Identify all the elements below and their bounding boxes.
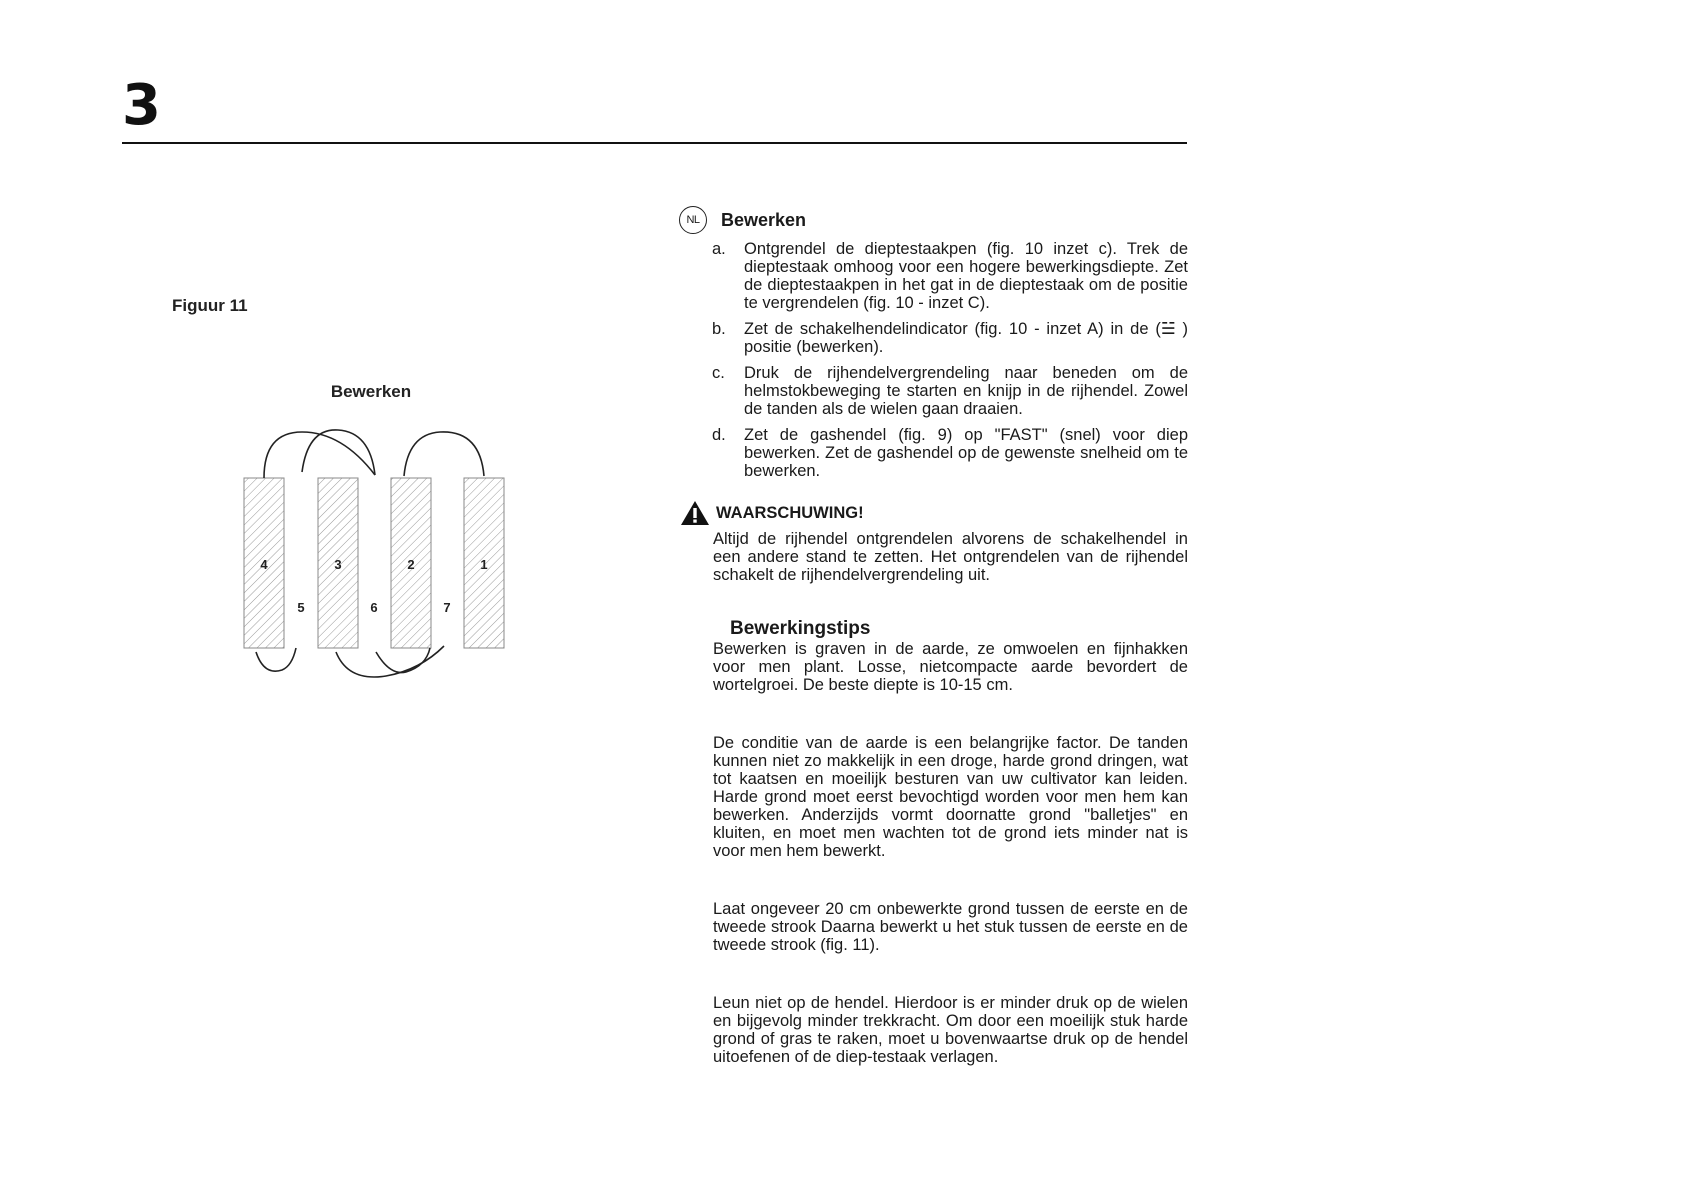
warning-title: WAARSCHUWING! bbox=[716, 504, 864, 522]
gap-label: 6 bbox=[370, 600, 378, 615]
header-rule bbox=[122, 142, 1187, 144]
tips-title: Bewerkingstips bbox=[730, 618, 871, 639]
strip-label: 1 bbox=[480, 557, 488, 572]
tips-paragraph: Laat ongeveer 20 cm onbewerkte grond tussen de eerste en de tweede strook Daarna bewerkt u het stuk tussen de eerste en de tweede strook (fig. 11). bbox=[713, 900, 1188, 954]
turn-arc-bottom-a bbox=[256, 648, 296, 671]
steps-list bbox=[680, 240, 1188, 480]
step-text: Druk de rijhendelvergrendeling naar beneden om de helmstokbeweging te starten en knijp in de rijhendel. Zowel de tanden als de wielen gaan draaien. bbox=[744, 364, 1188, 418]
figure-label: Figuur 11 bbox=[172, 296, 248, 315]
tips-paragraph: Leun niet op de hendel. Hierdoor is er minder druk op de wielen en bijgevolg minder trekkracht. Om door een moeilijk stuk harde grond of gras te raken, moet u bovenwaartse druk op de hendel uitoefenen of de diep-testaak verlagen. bbox=[713, 994, 1188, 1066]
step-letter: d. bbox=[712, 426, 726, 444]
language-badge: NL bbox=[679, 206, 707, 234]
section-heading bbox=[679, 206, 1188, 234]
gap-label: 7 bbox=[443, 600, 451, 615]
list-item bbox=[680, 364, 1188, 418]
list-item bbox=[680, 320, 1188, 356]
chapter-number: 3 bbox=[122, 73, 161, 138]
gap-label: 5 bbox=[297, 600, 305, 615]
section-title: Bewerken bbox=[721, 210, 807, 230]
turn-arc-bottom-b bbox=[336, 646, 444, 677]
step-letter: b. bbox=[712, 320, 726, 338]
turn-arc-bottom-c bbox=[376, 648, 430, 673]
strip-label: 2 bbox=[407, 557, 415, 572]
turn-arc-top-c bbox=[404, 432, 484, 476]
step-text: Ontgrendel de dieptestaakpen (fig. 10 inzet c). Trek de dieptestaak omhoog voor een hogere bewerkingsdiepte. Zet de dieptestaakpen in het gat in de dieptestaak om de positie te vergrendelen (fig. 10 - inzet C). bbox=[744, 240, 1188, 312]
step-letter: a. bbox=[712, 240, 726, 258]
list-item bbox=[680, 426, 1188, 480]
step-letter: c. bbox=[712, 364, 725, 382]
step-text: Zet de gashendel (fig. 9) op "FAST" (snel) voor diep bewerken. Zet de gashendel op de gewenste snelheid om te bewerken. bbox=[744, 426, 1188, 480]
instructions-column bbox=[680, 206, 1188, 1066]
strip-label: 4 bbox=[260, 557, 268, 572]
tilling-pattern-diagram bbox=[230, 420, 520, 680]
tips-paragraph: De conditie van de aarde is een belangrijke factor. De tanden kunnen niet zo makkelijk in een droge, harde grond dringen, wat tot kaatsen en moeilijk besturen van uw cultivator kan leiden. Harde grond moet eerst bevochtigd worden voor men hem kan bewerken. Anderzijds vormt doornatte grond "balletjes" en kluiten, en moet men wachten tot de grond iets minder nat is voor men hem bewerkt. bbox=[713, 734, 1188, 860]
turn-arc-top-a bbox=[264, 432, 375, 478]
warning-icon bbox=[680, 500, 710, 526]
warning-text: Altijd de rijhendel ontgrendelen alvorens de schakelhendel in een andere stand te zetten. Het ontgrendelen van de rijhendel schakelt de rijhendelvergrendeling uit. bbox=[713, 530, 1188, 584]
diagram-title: Bewerken bbox=[330, 382, 412, 401]
tips-paragraph: Bewerken is graven in de aarde, ze omwoelen en fijnhakken voor men plant. Losse, nietcompacte aarde bevordert de wortelgroei. De beste diepte is 10-15 cm. bbox=[713, 640, 1188, 694]
step-text: Zet de schakelhendelindicator (fig. 10 - inzet A) in de (☱ ) positie (bewerken). bbox=[744, 320, 1188, 356]
list-item bbox=[680, 240, 1188, 312]
turn-arc-top-b bbox=[302, 430, 375, 475]
warning-heading bbox=[680, 500, 1188, 526]
strip-label: 3 bbox=[334, 557, 342, 572]
